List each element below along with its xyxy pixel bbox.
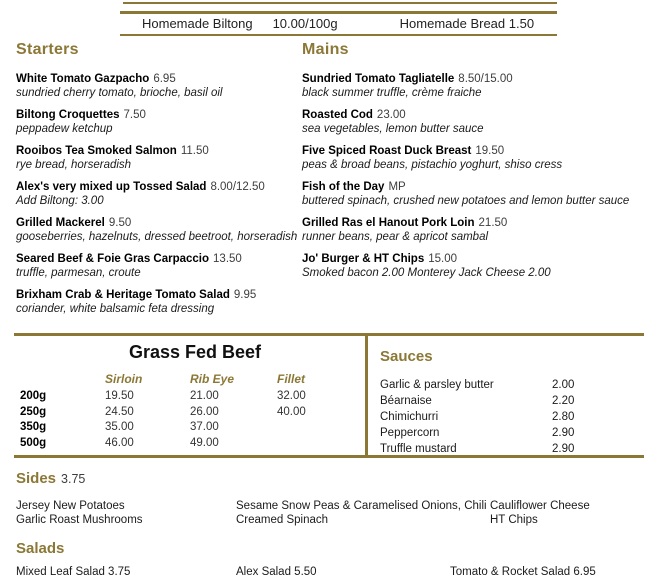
- item-description: Smoked bacon 2.00 Monterey Jack Cheese 2.00: [302, 267, 551, 279]
- item-description: sundried cherry tomato, brioche, basil oil: [16, 87, 223, 99]
- item-price: 19.50: [475, 145, 505, 157]
- beef-price: [277, 420, 357, 436]
- salad-item: Mixed Leaf Salad 3.75: [16, 566, 131, 578]
- sauces-list: [380, 377, 638, 457]
- item-name: Sundried Tomato Tagliatelle: [302, 73, 455, 85]
- beef-price: 46.00: [105, 436, 134, 449]
- beef-weight: 500g: [20, 436, 47, 449]
- beef-table-body: [20, 389, 376, 451]
- salad-item: Alex Salad 5.50: [236, 566, 317, 578]
- sauce-item: [380, 425, 638, 441]
- menu-item: [302, 252, 647, 280]
- menu-item: [302, 108, 647, 136]
- beef-price: 49.00: [190, 436, 219, 449]
- beef-row: [20, 389, 376, 405]
- menu-item: [16, 252, 306, 280]
- item-description: rye bread, horseradish: [16, 159, 132, 171]
- sides-section: [16, 470, 636, 529]
- beef-weight: 350g: [20, 421, 47, 433]
- menu-item: [16, 108, 306, 136]
- starters-title: Starters: [16, 41, 79, 58]
- mains-title: Mains: [302, 41, 349, 58]
- sides-column: [490, 499, 590, 527]
- item-price: 7.50: [123, 109, 146, 121]
- sauce-price: 2.80: [552, 411, 575, 423]
- starters-section: [16, 41, 306, 324]
- item-name: Seared Beef & Foie Gras Carpaccio: [16, 253, 210, 265]
- item-description: truffle, parmesan, croute: [16, 267, 141, 279]
- sides-column: [236, 499, 487, 527]
- top-rule: [123, 2, 557, 4]
- beef-price: [277, 436, 357, 452]
- item-description: sea vegetables, lemon butter sauce: [302, 123, 484, 135]
- beef-weight: 200g: [20, 390, 47, 402]
- salad-item: Tomato & Rocket Salad 6.95: [450, 566, 596, 578]
- sauce-name: Chimichurri: [380, 411, 439, 423]
- beef-col-ribeye: Rib Eye: [190, 372, 235, 386]
- item-description: buttered spinach, crushed new potatoes and lemon butter sauce: [302, 195, 630, 207]
- item-price: 15.00: [428, 253, 457, 265]
- item-name: Biltong Croquettes: [16, 109, 120, 121]
- beef-price: 35.00: [105, 421, 134, 433]
- sides-column: [16, 499, 143, 527]
- beef-price: 26.00: [190, 405, 219, 418]
- item-price: 6.95: [153, 73, 176, 85]
- item-price: 8.00/12.50: [210, 181, 265, 193]
- item-name: Fish of the Day: [302, 181, 385, 193]
- sauce-name: Truffle mustard: [380, 443, 457, 455]
- side-item: Creamed Spinach: [236, 514, 329, 526]
- beef-title: Grass Fed Beef: [128, 342, 262, 362]
- item-price: 9.50: [108, 217, 132, 229]
- menu-item: [16, 216, 306, 244]
- beef-weight: 250g: [20, 405, 47, 418]
- beef-row: [20, 420, 376, 436]
- side-item: Jersey New Potatoes: [16, 500, 125, 512]
- beef-price: 40.00: [277, 405, 306, 418]
- item-name: Rooibos Tea Smoked Salmon: [16, 145, 177, 157]
- beef-and-sauces-band: [14, 333, 644, 458]
- sauce-item: [380, 441, 638, 457]
- sides-columns: [16, 499, 636, 529]
- side-item: Garlic Roast Mushrooms: [16, 514, 143, 526]
- item-price: 11.50: [180, 145, 209, 157]
- item-description: peas & broad beans, pistachio yoghurt, shiso cress: [302, 159, 563, 171]
- beef-row: [20, 405, 376, 421]
- beef-price: 19.50: [105, 390, 134, 402]
- sides-heading: [16, 470, 636, 487]
- biltong-label: Homemade Biltong: [142, 16, 253, 31]
- item-description: Add Biltong: 3.00: [16, 195, 104, 207]
- menu-item: [16, 288, 306, 316]
- salads-section: [16, 540, 636, 580]
- sauce-price: 2.00: [552, 379, 575, 391]
- sauce-price: 2.90: [552, 427, 575, 439]
- item-price: 23.00: [376, 109, 406, 121]
- item-price: 13.50: [213, 253, 242, 265]
- sauce-price: 2.90: [552, 443, 575, 455]
- item-name: Five Spiced Roast Duck Breast: [302, 145, 472, 157]
- beef-price: 37.00: [190, 421, 219, 433]
- sauce-item: [380, 377, 638, 393]
- menu-item: [16, 144, 306, 172]
- item-description: gooseberries, hazelnuts, dressed beetroot, horseradish: [16, 231, 298, 243]
- biltong-price: 10.00/100g: [272, 16, 338, 31]
- salads-title: Salads: [16, 540, 65, 557]
- item-name: Alex's very mixed up Tossed Salad: [16, 181, 207, 193]
- sauce-name: Garlic & parsley butter: [380, 379, 494, 391]
- top-bar: [120, 11, 557, 36]
- item-description: coriander, white balsamic feta dressing: [16, 303, 215, 315]
- salads-row: [16, 566, 636, 580]
- item-name: Jo' Burger & HT Chips: [302, 253, 425, 265]
- side-item: HT Chips: [490, 514, 538, 526]
- sauces-section: [380, 336, 638, 457]
- beef-row: [20, 436, 376, 452]
- item-description: black summer truffle, crème fraiche: [302, 87, 482, 99]
- grass-fed-beef-section: [14, 336, 376, 451]
- beef-col-sirloin: Sirloin: [105, 372, 143, 386]
- sauce-item: [380, 409, 638, 425]
- beef-price: 32.00: [277, 390, 306, 402]
- item-price: 21.50: [478, 217, 508, 229]
- sauce-price: 2.20: [552, 395, 575, 407]
- beef-table: [14, 372, 376, 451]
- item-name: White Tomato Gazpacho: [16, 73, 150, 85]
- item-name: Brixham Crab & Heritage Tomato Salad: [16, 289, 230, 301]
- bread-label: Homemade Bread 1.50: [399, 16, 535, 31]
- item-description: peppadew ketchup: [16, 123, 113, 135]
- menu-item: [302, 216, 647, 244]
- menu-item: [16, 72, 306, 100]
- item-description: runner beans, pear & apricot sambal: [302, 231, 489, 243]
- item-name: Roasted Cod: [302, 109, 373, 121]
- sauce-name: Béarnaise: [380, 395, 432, 407]
- item-name: Grilled Ras el Hanout Pork Loin: [302, 217, 475, 229]
- side-item: Sesame Snow Peas & Caramelised Onions, Chili: [236, 500, 487, 512]
- item-price: 8.50/15.00: [458, 73, 513, 85]
- sides-price: 3.75: [61, 472, 86, 486]
- sauce-item: [380, 393, 638, 409]
- menu-item: [16, 180, 306, 208]
- beef-table-header: [20, 372, 376, 386]
- item-price: 9.95: [233, 289, 257, 301]
- side-item: Cauliflower Cheese: [490, 500, 590, 512]
- item-name: Grilled Mackerel: [16, 217, 105, 229]
- mains-section: [302, 41, 647, 288]
- menu-item: [302, 72, 647, 100]
- beef-price: 24.50: [105, 405, 134, 418]
- beef-col-spacer: [20, 372, 105, 386]
- sauces-title: Sauces: [380, 348, 433, 365]
- menu-item: [302, 180, 647, 208]
- sides-title: Sides: [16, 470, 57, 487]
- beef-col-fillet: Fillet: [277, 372, 306, 386]
- beef-price: 21.00: [190, 390, 219, 402]
- sauce-name: Peppercorn: [380, 427, 440, 439]
- menu-item: [302, 144, 647, 172]
- item-price: MP: [388, 181, 406, 193]
